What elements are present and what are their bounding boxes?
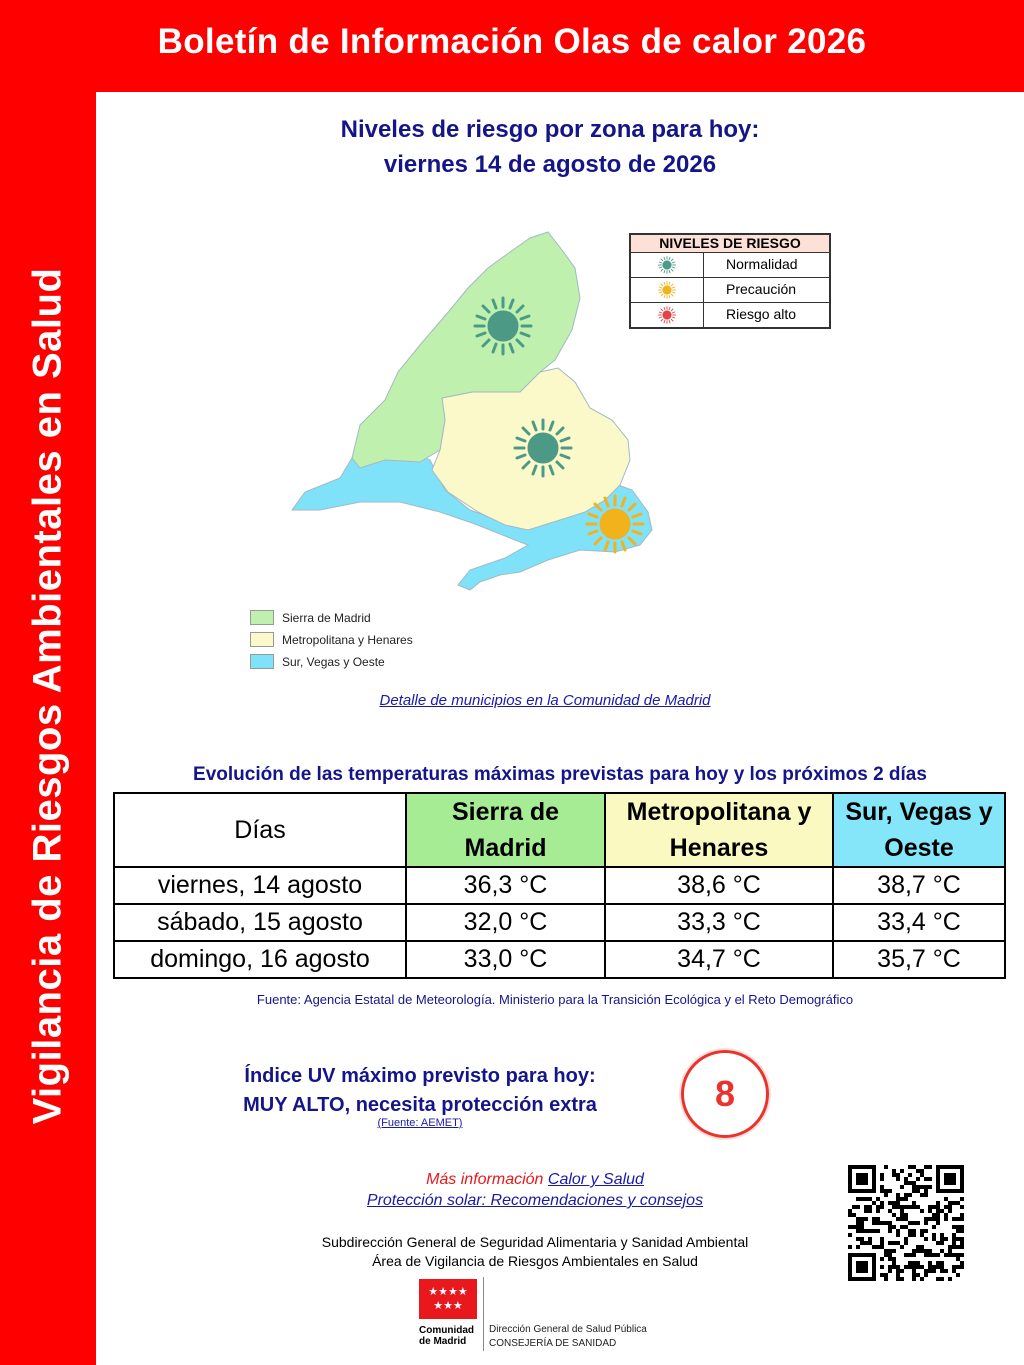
days-header: Días bbox=[114, 793, 406, 867]
risk-legend-row bbox=[631, 253, 829, 278]
column-header-sierra: Sierra de Madrid bbox=[406, 793, 605, 867]
sun-icon-metropolitana bbox=[515, 420, 571, 476]
column-header-sur: Sur, Vegas y Oeste bbox=[833, 793, 1005, 867]
table-source: Fuente: Agencia Estatal de Meteorología. Ministerio para la Transición Ecológica y el Reto Demográfico bbox=[256, 992, 854, 1007]
temp-cell: 36,3 °C bbox=[406, 867, 605, 904]
municipios-detail-link[interactable]: Detalle de municipios en la Comunidad de Madrid bbox=[379, 692, 711, 709]
zone-legend-label: Metropolitana y Henares bbox=[282, 632, 413, 647]
logo-divider bbox=[483, 1277, 484, 1351]
logo-department: Dirección General de Salud Pública CONSEJERÍA DE SANIDAD bbox=[489, 1324, 647, 1349]
temp-cell: 32,0 °C bbox=[406, 904, 605, 941]
map-title-line2: viernes 14 de agosto de 2026 bbox=[383, 151, 717, 178]
bulletin-title: Boletín de Información Olas de calor 2026 bbox=[157, 22, 867, 61]
day-cell: viernes, 14 agosto bbox=[114, 867, 406, 904]
qr-code[interactable] bbox=[848, 1165, 964, 1281]
proteccion-solar-link[interactable]: Protección solar: Recomendaciones y consejos bbox=[366, 1192, 704, 1209]
temp-cell: 33,4 °C bbox=[833, 904, 1005, 941]
zone-legend-item bbox=[250, 632, 413, 647]
risk-legend-row bbox=[631, 303, 829, 327]
temp-cell: 33,0 °C bbox=[406, 941, 605, 978]
temperature-table-title: Evolución de las temperaturas máximas previstas para hoy y los próximos 2 días bbox=[193, 764, 927, 785]
zone-legend-item bbox=[250, 654, 385, 669]
sun-icon-sur bbox=[587, 496, 643, 552]
map-title-line1: Niveles de riesgo por zona para hoy: bbox=[340, 116, 760, 143]
risk-legend-label: Riesgo alto bbox=[726, 306, 797, 322]
table-row bbox=[114, 941, 1005, 978]
column-header-metropolitana: Metropolitana y Henares bbox=[605, 793, 833, 867]
temp-cell: 33,3 °C bbox=[605, 904, 833, 941]
zone-swatch bbox=[250, 610, 274, 625]
sidebar-vertical-title: Vigilancia de Riesgos Ambientales en Salud bbox=[25, 267, 70, 1125]
temp-cell: 38,7 °C bbox=[833, 867, 1005, 904]
zone-swatch bbox=[250, 632, 274, 647]
temp-cell: 38,6 °C bbox=[605, 867, 833, 904]
uv-line1: Índice UV máximo previsto para hoy: bbox=[244, 1065, 596, 1087]
temperature-table bbox=[113, 792, 1006, 979]
uv-line2: MUY ALTO, necesita protección extra bbox=[243, 1094, 597, 1116]
credits-line2: Área de Vigilancia de Riesgos Ambientales en Salud bbox=[372, 1253, 698, 1269]
table-header-row bbox=[114, 793, 1005, 867]
risk-legend-row bbox=[631, 278, 829, 303]
uv-source-link[interactable]: (Fuente: AEMET) bbox=[377, 1117, 463, 1129]
risk-legend-header: NIVELES DE RIESGO bbox=[631, 235, 829, 253]
day-cell: sábado, 15 agosto bbox=[114, 904, 406, 941]
zone-legend-label: Sur, Vegas y Oeste bbox=[282, 654, 385, 669]
sun-icon-riesgo-alto bbox=[658, 306, 676, 324]
table-row bbox=[114, 904, 1005, 941]
sun-icon-sierra bbox=[475, 298, 531, 354]
day-cell: domingo, 16 agosto bbox=[114, 941, 406, 978]
zone-legend-item bbox=[250, 610, 371, 625]
risk-levels-legend bbox=[629, 233, 831, 329]
sun-icon-normalidad bbox=[658, 256, 676, 274]
calor-salud-link[interactable]: Calor y Salud bbox=[547, 1171, 644, 1188]
zone-swatch bbox=[250, 654, 274, 669]
temp-cell: 35,7 °C bbox=[833, 941, 1005, 978]
more-info-label: Más información bbox=[426, 1171, 544, 1188]
flag-stars-icon: ★★★★ ★★★ bbox=[419, 1279, 477, 1319]
zone-legend-label: Sierra de Madrid bbox=[282, 610, 371, 625]
temp-cell: 34,7 °C bbox=[605, 941, 833, 978]
uv-index-text bbox=[200, 1062, 640, 1120]
credits-line1: Subdirección General de Seguridad Alimentaria y Sanidad Ambiental bbox=[321, 1234, 749, 1250]
sun-icon-precaucion bbox=[658, 281, 676, 299]
comunidad-madrid-logo bbox=[417, 1275, 649, 1353]
logo-org-name: Comunidad de Madrid bbox=[419, 1325, 474, 1347]
risk-legend-label: Normalidad bbox=[726, 256, 798, 272]
credits bbox=[260, 1233, 810, 1271]
uv-index-badge: 8 bbox=[681, 1050, 769, 1138]
table-row bbox=[114, 867, 1005, 904]
more-info bbox=[260, 1169, 810, 1211]
risk-legend-label: Precaución bbox=[726, 281, 797, 297]
